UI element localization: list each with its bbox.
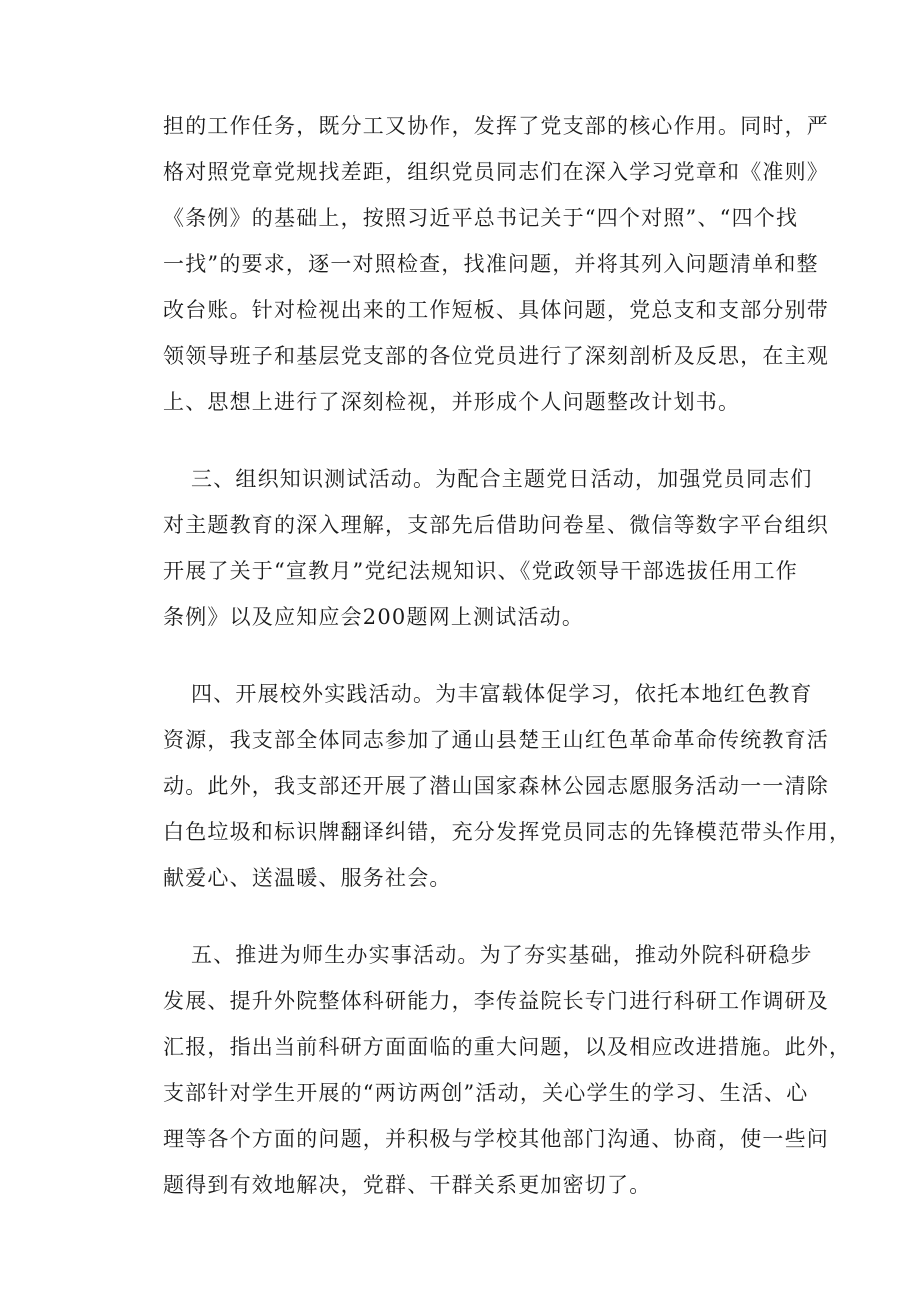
- text-line: 上、思想上进行了深刻检视，并形成个人问题整改计划书。: [163, 390, 741, 414]
- text-line: 汇报，指出当前科研方面面临的重大问题，以及相应改进措施。此外，: [163, 1035, 852, 1059]
- paragraph-practice-activity: [163, 671, 852, 901]
- text-line: 支部针对学生开展的“两访两创”活动，关心学生的学习、生活、心: [163, 1081, 809, 1105]
- text-line: 理等各个方面的问题，并积极与学校其他部门沟通、协商，使一些问: [163, 1127, 829, 1151]
- paragraph-knowledge-test: [163, 456, 829, 640]
- text-line: 动。此外，我支部还开展了潜山国家森林公园志愿服务活动一一清除: [163, 774, 829, 798]
- text-line: 《条例》的基础上，按照习近平总书记关于“四个对照”、“四个找: [163, 206, 799, 230]
- text-line: 条例》以及应知应会200题网上测试活动。: [163, 605, 585, 629]
- text-line: 四、开展校外实践活动。为丰富载体促学习，依托本地红色教育: [191, 682, 813, 706]
- paragraph-continuation: [163, 103, 829, 425]
- text-line: 白色垃圾和标识牌翻译纠错，充分发挥党员同志的先锋模范带头作用，: [163, 820, 852, 844]
- text-line: 题得到有效地解决，党群、干群关系更加密切了。: [163, 1173, 652, 1197]
- text-line: 三、组织知识测试活动。为配合主题党日活动，加强党员同志们: [191, 467, 813, 491]
- text-line: 担的工作任务，既分工又协作，发挥了党支部的核心作用。同时，严: [163, 114, 829, 138]
- text-line: 献爱心、送温暖、服务社会。: [163, 866, 452, 890]
- document-body: [163, 103, 852, 1208]
- text-line: 资源，我支部全体同志参加了通山县楚王山红色革命革命传统教育活: [163, 728, 829, 752]
- text-line: 对主题教育的深入理解，支部先后借助问卷星、微信等数字平台组织: [163, 513, 829, 537]
- text-line: 发展、提升外院整体科研能力，李传益院长专门进行科研工作调研及: [163, 989, 829, 1013]
- text-line: 开展了关于“宣教月”党纪法规知识、《党政领导干部选拔任用工作: [163, 559, 798, 583]
- text-line: 格对照党章党规找差距，组织党员同志们在深入学习党章和《准则》: [163, 160, 829, 184]
- text-line: 改台账。针对检视出来的工作短板、具体问题，党总支和支部分别带: [163, 298, 829, 322]
- text-line: 领领导班子和基层党支部的各位党员进行了深刻剖析及反思，在主观: [163, 344, 829, 368]
- text-line: 五、推进为师生办实事活动。为了夯实基础，推动外院科研稳步: [191, 943, 813, 967]
- paragraph-practical-matters: [163, 932, 852, 1208]
- text-line: 一找”的要求，逐一对照检查，找准问题，并将其列入问题清单和整: [163, 252, 819, 276]
